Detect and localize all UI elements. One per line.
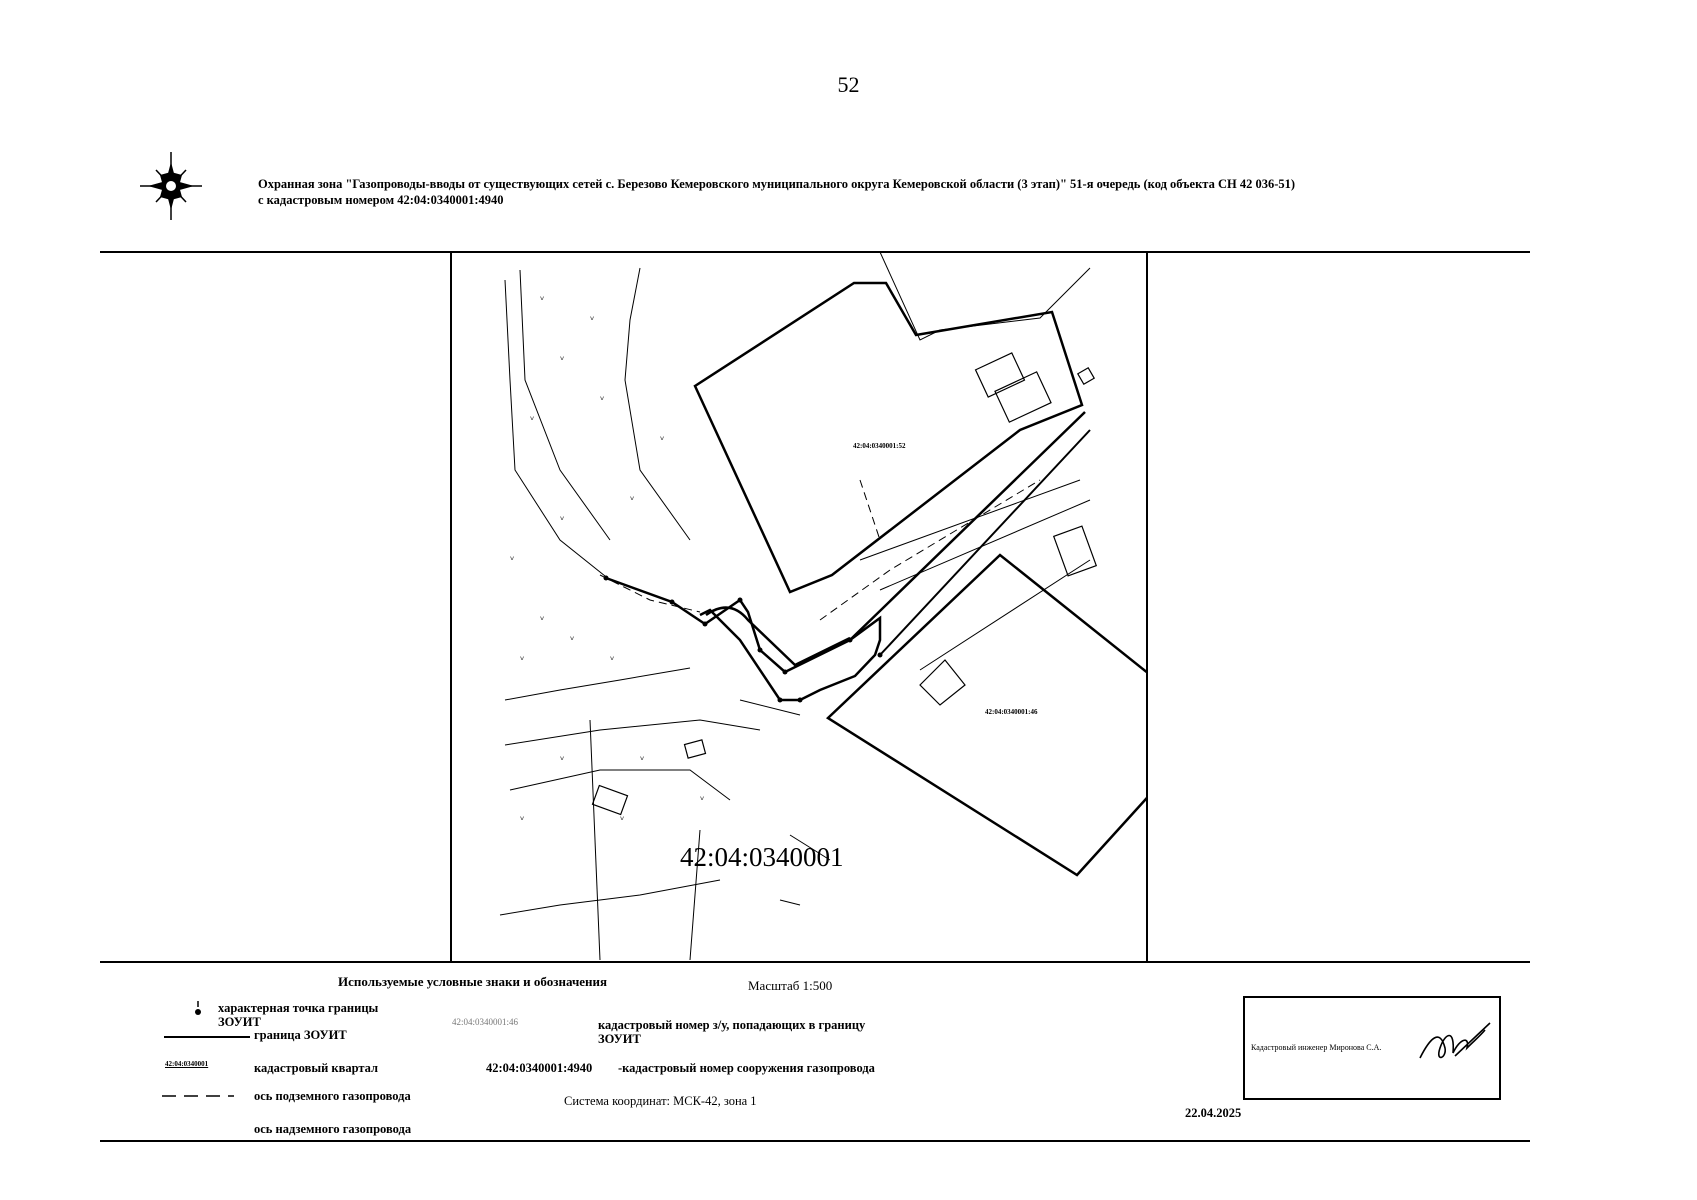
svg-text:ᵥ: ᵥ: [630, 490, 635, 503]
date-label: 22.04.2025: [1185, 1106, 1242, 1120]
scale-label: Масштаб 1:500: [748, 978, 833, 993]
legend-parcel-label: кадастровый номер з/у, попадающих в границу ЗОУИТ: [598, 1018, 866, 1046]
legend-boundary-label: граница ЗОУИТ: [254, 1028, 347, 1042]
svg-text:ᵥ: ᵥ: [530, 410, 535, 423]
svg-text:ᵥ: ᵥ: [600, 390, 605, 403]
legend-overground-label: ось надземного газопровода: [254, 1122, 412, 1136]
title-line-2: с кадастровым номером 42:04:0340001:4940: [258, 193, 504, 207]
svg-text:ᵥ: ᵥ: [700, 790, 705, 803]
legend-quarter-sample: 42:04:0340001: [165, 1060, 209, 1068]
svg-text:ᵥ: ᵥ: [560, 750, 565, 763]
title-line-1: Охранная зона "Газопроводы-вводы от существующих сетей с. Березово Кемеровского муниципального округа Кемеровской области (3 этап)" 51-я очередь (код объекта СН 42 036-51): [258, 177, 1296, 191]
boundary-symbol: [164, 1036, 250, 1038]
legend-point-label: характерная точка границы ЗОУИТ: [218, 1001, 379, 1029]
parcel-46-label: 42:04:0340001:46: [985, 708, 1038, 716]
signature-icon: [1415, 1018, 1495, 1076]
legend-title: Используемые условные знаки и обозначения: [338, 974, 608, 989]
parcel-52-label: 42:04:0340001:52: [853, 442, 906, 450]
legend-parcel-sample: 42:04:0340001:46: [452, 1017, 519, 1027]
svg-text:ᵥ: ᵥ: [540, 610, 545, 623]
legend-underground-label: ось подземного газопровода: [254, 1089, 411, 1103]
svg-text:ᵥ: ᵥ: [620, 810, 625, 823]
svg-text:ᵥ: ᵥ: [660, 430, 665, 443]
svg-text:ᵥ: ᵥ: [640, 750, 645, 763]
svg-text:ᵥ: ᵥ: [540, 290, 545, 303]
legend-quarter-label: кадастровый квартал: [254, 1061, 379, 1075]
svg-text:ᵥ: ᵥ: [520, 650, 525, 663]
coordinate-system: Система координат: МСК-42, зона 1: [564, 1094, 757, 1108]
document-title: [258, 176, 1295, 208]
legend-structure-sample: 42:04:0340001:4940: [486, 1061, 593, 1075]
svg-text:ᵥ: ᵥ: [520, 810, 525, 823]
svg-text:ᵥ: ᵥ: [570, 630, 575, 643]
svg-text:ᵥ: ᵥ: [610, 650, 615, 663]
underground-line-symbol: [162, 1094, 234, 1098]
point-symbol-icon: [192, 1000, 204, 1018]
svg-text:ᵥ: ᵥ: [510, 550, 515, 563]
quarter-label: 42:04:0340001: [680, 842, 844, 872]
svg-text:ᵥ: ᵥ: [560, 510, 565, 523]
page-number: 52: [837, 72, 860, 97]
svg-text:ᵥ: ᵥ: [560, 350, 565, 363]
north-arrow-icon: [138, 150, 204, 222]
engineer-name: Кадастровый инженер Миронова С.А.: [1251, 1043, 1382, 1052]
legend-structure-label: -кадастровый номер сооружения газопровода: [618, 1061, 875, 1075]
svg-text:ᵥ: ᵥ: [590, 310, 595, 323]
frame-bottom-line: [100, 1140, 1530, 1142]
